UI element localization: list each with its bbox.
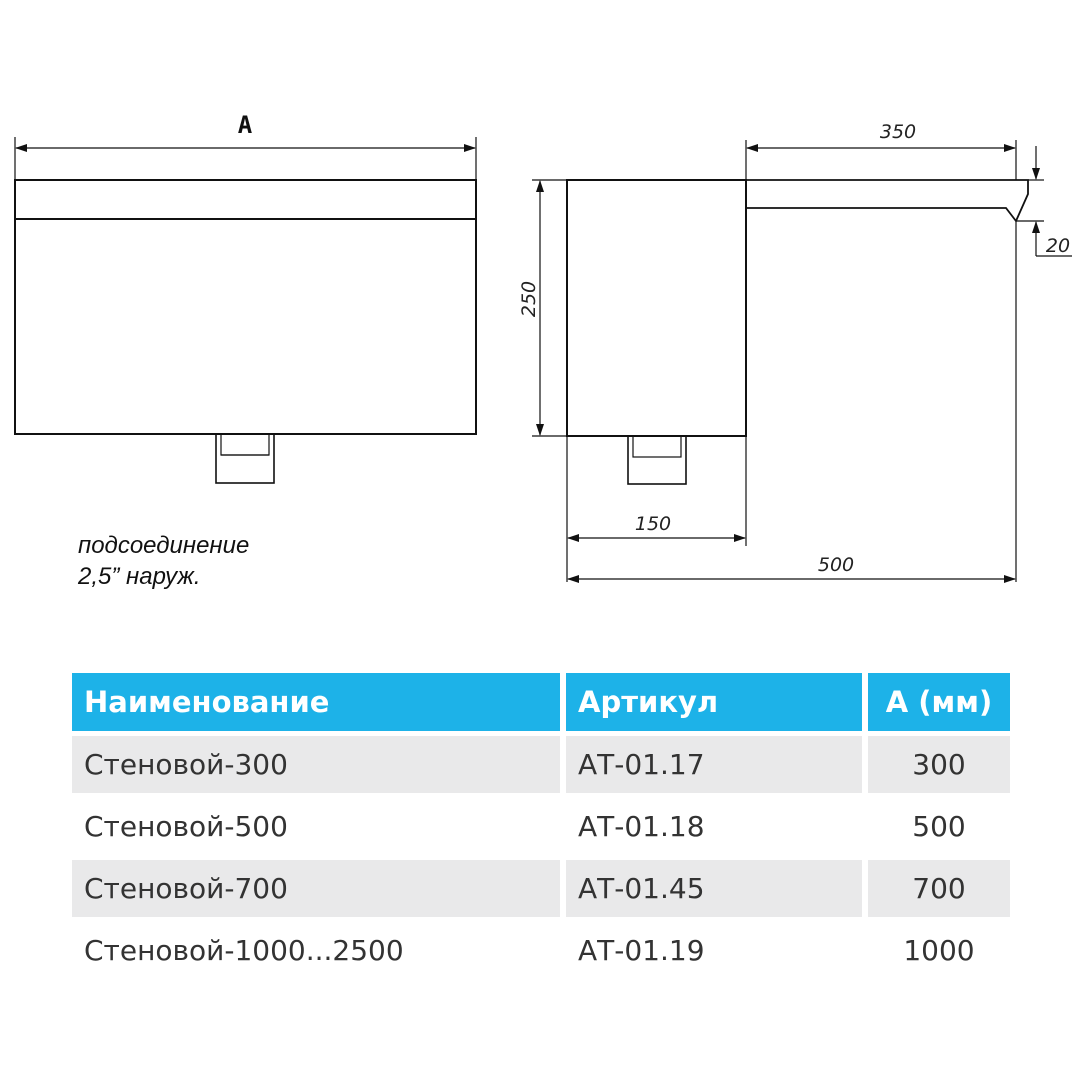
side-overflow-spout <box>746 180 1028 221</box>
cell-name: Стеновой-300 <box>72 736 560 793</box>
cell-article: АТ-01.19 <box>566 922 862 979</box>
front-fitting <box>216 434 274 483</box>
cell-size-a: 700 <box>868 860 1010 917</box>
cell-article: АТ-01.17 <box>566 736 862 793</box>
table-row <box>72 736 1010 793</box>
dimension-label-20: 20 <box>1045 235 1071 257</box>
connection-note-line-1: подсоединение <box>78 532 250 559</box>
cell-article: АТ-01.18 <box>566 798 862 855</box>
header-size-a: A (мм) <box>868 673 1010 731</box>
cell-size-a: 300 <box>868 736 1010 793</box>
table-row <box>72 798 1010 855</box>
dimension-label-500: 500 <box>817 554 855 576</box>
side-body <box>567 180 746 436</box>
dimension-label-350: 350 <box>879 121 917 143</box>
side-view <box>532 140 1072 582</box>
header-name: Наименование <box>72 673 560 731</box>
cell-size-a: 500 <box>868 798 1010 855</box>
cell-article: АТ-01.45 <box>566 860 862 917</box>
specification-table <box>66 668 1016 984</box>
table-row <box>72 860 1010 917</box>
table-row <box>72 922 1010 979</box>
connection-note-line-2: 2,5” наруж. <box>78 563 201 590</box>
dimension-label-a: A <box>237 111 253 139</box>
cell-name: Стеновой-1000...2500 <box>72 922 560 979</box>
front-view <box>15 137 476 483</box>
cell-name: Стеновой-700 <box>72 860 560 917</box>
connection-note <box>78 530 249 592</box>
header-article: Артикул <box>566 673 862 731</box>
dimension-label-250: 250 <box>518 280 540 318</box>
side-fitting <box>628 436 686 484</box>
table-header-row <box>72 673 1010 731</box>
cell-size-a: 1000 <box>868 922 1010 979</box>
cell-name: Стеновой-500 <box>72 798 560 855</box>
dimension-label-150: 150 <box>634 513 672 535</box>
